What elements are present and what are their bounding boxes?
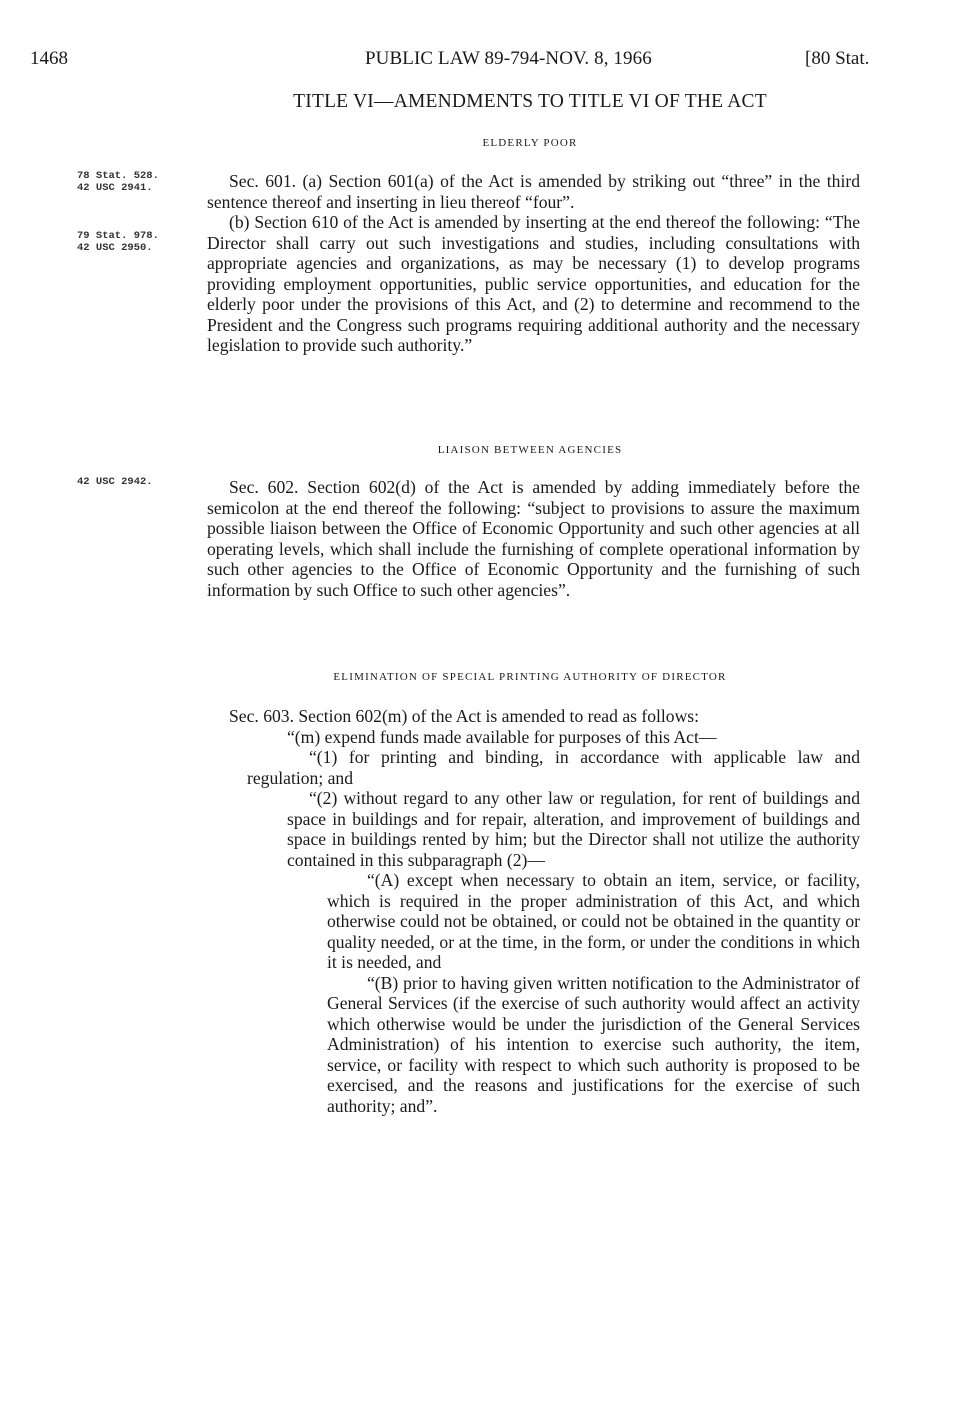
paragraph-603-item-a: “(A) except when necessary to obtain an item, service, or facility, which is required in the proper administration of this Act, and which otherwise could not be obtained, or could not be obtained in the quantity or quality needed, or at the time, in the form, or under the conditions in which it is needed, and bbox=[327, 870, 860, 972]
section-heading-liaison: LIAISON BETWEEN AGENCIES bbox=[437, 444, 623, 456]
margin-citation-601a bbox=[77, 170, 159, 194]
paragraph-602: Sec. 602. Section 602(d) of the Act is amended by adding immediately before the semicolon at the end thereof the following: “subject to provisions to assure the maximum possible liaison between the Office of Economic Opportunity and such other agencies at all operating levels, which shall include the furnishing of complete operational information by such other agencies to the Office of Economic Opportunity and the furnishing of such information by such Office to such other agencies”. bbox=[207, 477, 860, 600]
paragraph-603-m: “(m) expend funds made available for purposes of this Act— bbox=[287, 726, 717, 747]
page-number: 1468 bbox=[30, 48, 68, 69]
paragraph-601b: (b) Section 610 of the Act is amended by inserting at the end thereof the following: “The Director shall carry out such investigations and studies, including consultations with appropriate agencies and organizations, as may be necessary (1) to develop programs providing employment opportunities, public service opportunities, and education for the elderly poor under the provisions of this Act, and (2) to determine and recommend to the President and the Congress such programs requiring additional authority and the necessary legislation to provide such authority.” bbox=[207, 212, 860, 355]
running-header bbox=[30, 48, 870, 78]
volume-citation: [80 Stat. bbox=[805, 48, 870, 69]
paragraph-603-item-1: “(1) for printing and binding, in accordance with applicable law and regulation; and bbox=[247, 747, 860, 788]
section-602-body bbox=[207, 477, 860, 600]
citation-line: 42 USC 2941. bbox=[77, 182, 153, 194]
paragraph-603-item-b: “(B) prior to having given written notification to the Administrator of General Services (if the exercise of such authority would affect an activity which otherwise would be under the jurisdiction of the General Services Administration) of his intention to exercise such authority, the item, service, or facility with respect to which such authority is proposed to be exercised, and the reasons and justifications for the exercise of such authority; and”. bbox=[327, 972, 860, 1116]
paragraph-603-item-2: “(2) without regard to any other law or regulation, for rent of buildings and space in buildings and for repair, alteration, and improvement of buildings and space in buildings rented by him; but the Director shall not utilize the authority contained in this subparagraph (2)— bbox=[287, 788, 860, 870]
citation-line: 78 Stat. 528. bbox=[77, 170, 159, 182]
margin-citation-602: 42 USC 2942. bbox=[77, 476, 153, 488]
paragraph-601a: Sec. 601. (a) Section 601(a) of the Act is amended by striking out “three” in the third sentence thereof and inserting in lieu thereof “four”. bbox=[207, 171, 860, 212]
section-603-body bbox=[207, 706, 860, 1116]
section-heading-printing: ELIMINATION OF SPECIAL PRINTING AUTHORITY OF DIRECTOR bbox=[333, 671, 727, 683]
section-601-body bbox=[207, 171, 860, 356]
running-title: PUBLIC LAW 89-794-NOV. 8, 1966 bbox=[365, 48, 652, 69]
citation-line: 42 USC 2950. bbox=[77, 242, 153, 254]
paragraph-603-intro: Sec. 603. Section 602(m) of the Act is amended to read as follows: bbox=[229, 706, 700, 726]
title-heading: TITLE VI—AMENDMENTS TO TITLE VI OF THE ACT bbox=[293, 91, 767, 112]
citation-line: 79 Stat. 978. bbox=[77, 230, 159, 242]
section-heading-elderly-poor: ELDERLY POOR bbox=[482, 137, 578, 149]
margin-citation-601b bbox=[77, 230, 159, 254]
